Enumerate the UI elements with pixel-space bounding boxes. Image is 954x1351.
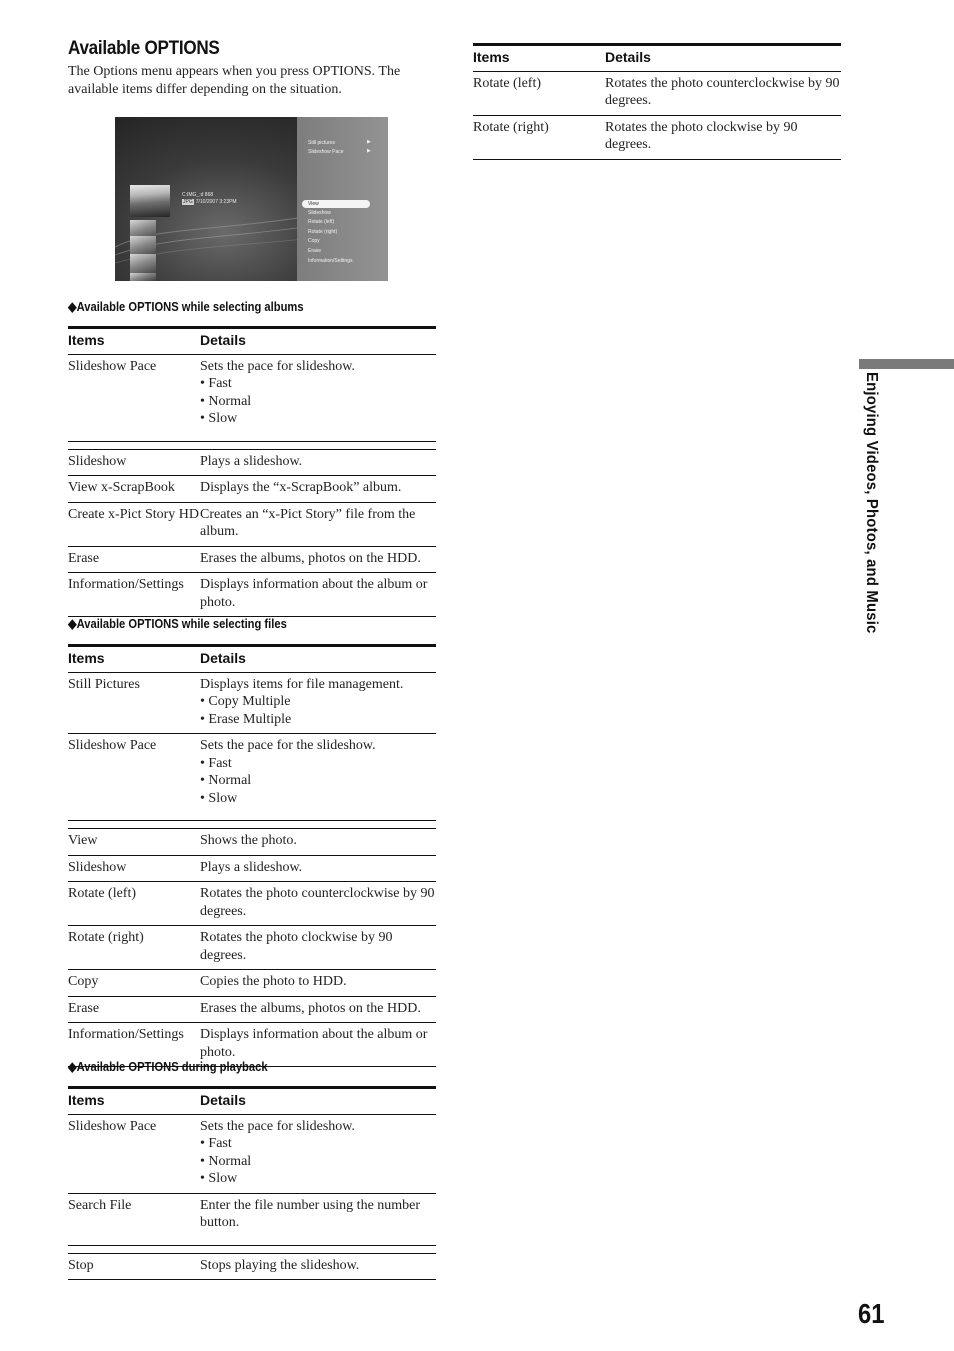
item-cell: Erase: [68, 546, 200, 573]
item-cell: Information/Settings: [68, 1023, 200, 1067]
detail-cell: Rotates the photo clockwise by 90 degrees.: [200, 926, 436, 970]
detail-cell: Rotates the photo counterclockwise by 90 degrees.: [200, 882, 436, 926]
albums-heading: ◆Available OPTIONS while selecting albums: [68, 299, 304, 314]
bullet-item: • Copy Multiple: [200, 694, 291, 709]
item-cell: Slideshow Pace: [68, 734, 200, 821]
page-number: 61: [858, 1298, 885, 1329]
bullet-item: • Erase Multiple: [200, 711, 292, 727]
column-header-items: Items: [68, 646, 200, 673]
photo-thumbnail: [130, 254, 156, 275]
column-header-details: Details: [605, 45, 841, 72]
files-heading: ◆Available OPTIONS while selecting files: [68, 616, 287, 631]
detail-cell: Rotates the photo counterclockwise by 90 degrees.: [605, 71, 841, 115]
table-row: [68, 672, 436, 734]
table-row: [68, 1253, 436, 1280]
chapter-tab-bar: [859, 359, 954, 369]
detail-cell: Shows the photo.: [200, 829, 436, 856]
item-cell: Erase: [68, 996, 200, 1023]
menu-item-slideshow-pace[interactable]: Slideshow Pace: [308, 149, 344, 155]
table-row: [68, 855, 436, 882]
item-cell: Information/Settings: [68, 573, 200, 617]
bullet-item: • Fast: [200, 376, 232, 391]
item-cell: Rotate (left): [68, 882, 200, 926]
options-menu-screenshot: [115, 117, 388, 281]
item-cell: Rotate (left): [473, 71, 605, 115]
detail-cell: Displays the “x-ScrapBook” album.: [200, 476, 436, 503]
column-header-items: Items: [68, 328, 200, 355]
detail-cell: Erases the albums, photos on the HDD.: [200, 996, 436, 1023]
table-header-row: [473, 45, 841, 72]
table-row: [68, 996, 436, 1023]
bullet-item: • Slow: [200, 411, 238, 426]
detail-cell: Displays information about the album or photo.: [200, 1023, 436, 1067]
detail-cell: [200, 672, 436, 734]
table-row: [68, 449, 436, 476]
column-header-details: Details: [200, 1088, 436, 1115]
photo-thumbnail-selected: [130, 185, 170, 217]
detail-cell: Plays a slideshow.: [200, 855, 436, 882]
table-row: [68, 476, 436, 503]
bullet-item: • Slow: [200, 790, 238, 806]
detail-cell: Erases the albums, photos on the HDD.: [200, 546, 436, 573]
detail-cell: Plays a slideshow.: [200, 449, 436, 476]
item-cell: Rotate (right): [68, 926, 200, 970]
table-row: [68, 926, 436, 970]
table-spacer-row: [68, 1245, 436, 1253]
table-row: [68, 829, 436, 856]
intro-text: The Options menu appears when you press OPTIONS. The available items differ depending on the situation.: [68, 64, 401, 97]
table-header-row: [68, 646, 436, 673]
right-options-table: [473, 43, 841, 160]
column-header-items: Items: [68, 1088, 200, 1115]
submenu-arrow-icon: ▶: [367, 139, 371, 145]
item-cell: Still Pictures: [68, 672, 200, 734]
item-cell: Rotate (right): [473, 115, 605, 159]
item-cell: Slideshow Pace: [68, 354, 200, 441]
bullet-item: • Normal: [200, 393, 252, 409]
table-header-row: [68, 328, 436, 355]
file-meta: [182, 199, 237, 205]
detail-text: Sets the pace for slideshow.: [200, 1118, 355, 1134]
playback-heading: ◆Available OPTIONS during playback: [68, 1059, 268, 1074]
menu-item-copy[interactable]: Copy: [308, 238, 320, 244]
bullet-item: • Fast: [200, 755, 232, 771]
detail-text: Displays items for file management.: [200, 676, 404, 692]
item-cell: Search File: [68, 1193, 200, 1245]
item-cell: Slideshow: [68, 855, 200, 882]
item-cell: Stop: [68, 1253, 200, 1280]
chapter-side-label: Enjoying Videos, Photos, and Music: [863, 372, 880, 634]
item-cell: Slideshow: [68, 449, 200, 476]
albums-options-table: [68, 326, 436, 617]
detail-cell: [200, 1114, 436, 1193]
detail-cell: [200, 734, 436, 821]
file-date: 7/10/2007 3:23PM: [195, 199, 237, 205]
table-row: [68, 734, 436, 821]
bullet-item: • Normal: [200, 1153, 252, 1169]
detail-cell: Stops playing the slideshow.: [200, 1253, 436, 1280]
table-row: [473, 115, 841, 159]
detail-text: Sets the pace for the slideshow.: [200, 738, 376, 753]
photo-thumbnail: [130, 273, 156, 281]
detail-cell: Creates an “x-Pict Story” file from the album.: [200, 502, 436, 546]
menu-item-information-settings[interactable]: Information/Settings: [308, 258, 353, 264]
detail-cell: Copies the photo to HDD.: [200, 970, 436, 997]
files-options-table: [68, 644, 436, 1067]
item-cell: View x-ScrapBook: [68, 476, 200, 503]
table-spacer-row: [68, 821, 436, 829]
table-row: [68, 882, 436, 926]
file-name: C:IMG_:d 868: [182, 192, 214, 198]
column-header-items: Items: [473, 45, 605, 72]
table-row: [68, 573, 436, 617]
table-row: [68, 1114, 436, 1193]
playback-options-table: [68, 1086, 436, 1280]
bullet-item: • Fast: [200, 1136, 232, 1151]
item-cell: View: [68, 829, 200, 856]
table-row: [68, 1193, 436, 1245]
table-spacer-row: [68, 441, 436, 449]
table-row: [68, 502, 436, 546]
section-title: Available OPTIONS: [68, 38, 220, 59]
table-header-row: [68, 1088, 436, 1115]
menu-item-slideshow[interactable]: Slideshow: [308, 210, 331, 216]
column-header-details: Details: [200, 646, 436, 673]
bullet-item: • Normal: [200, 773, 252, 788]
menu-item-rotate-right[interactable]: Rotate (right): [308, 229, 338, 235]
file-type-badge: JPG: [183, 199, 193, 205]
column-header-details: Details: [200, 328, 436, 355]
table-row: [68, 970, 436, 997]
detail-cell: Rotates the photo clockwise by 90 degrees.: [605, 115, 841, 159]
bullet-item: • Slow: [200, 1171, 238, 1186]
table-row: [473, 71, 841, 115]
menu-item-erase[interactable]: Erase: [308, 248, 322, 254]
detail-cell: [200, 354, 436, 441]
detail-text: Sets the pace for slideshow.: [200, 358, 355, 374]
item-cell: Slideshow Pace: [68, 1114, 200, 1193]
detail-cell: Enter the file number using the number button.: [200, 1193, 436, 1245]
item-cell: Copy: [68, 970, 200, 997]
detail-cell: Displays information about the album or photo.: [200, 573, 436, 617]
table-row: [68, 354, 436, 441]
menu-item-still-pictures[interactable]: Still pictures: [308, 140, 335, 146]
item-cell: Create x-Pict Story HD: [68, 502, 200, 546]
menu-item-view-selected[interactable]: View: [302, 200, 370, 208]
submenu-arrow-icon: ▶: [367, 148, 371, 154]
table-row: [68, 546, 436, 573]
menu-item-rotate-left[interactable]: Rotate (left): [308, 219, 335, 225]
